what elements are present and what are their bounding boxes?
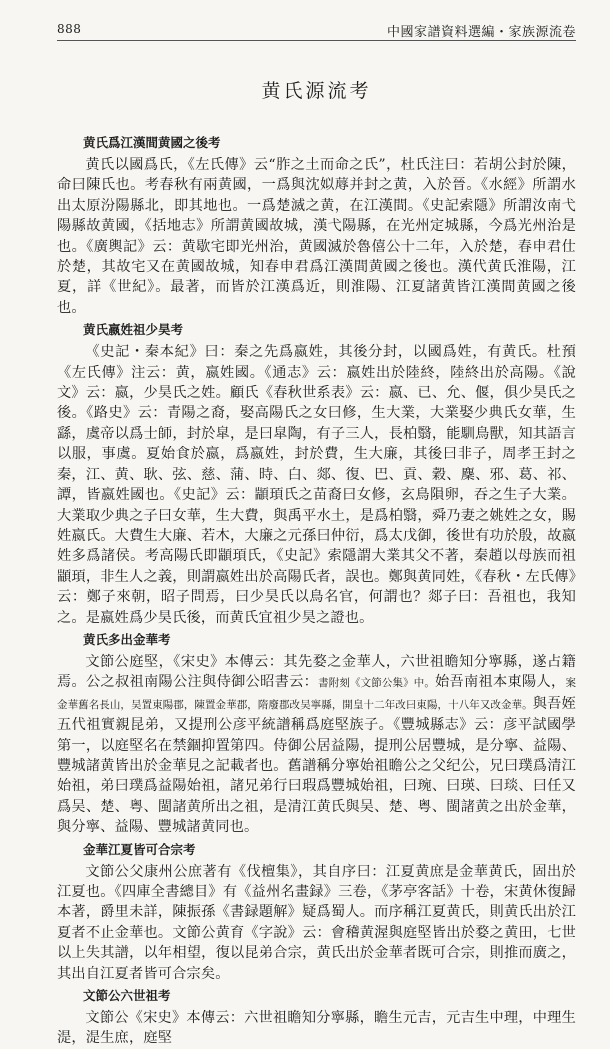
section-heading: 金華江夏皆可合宗考 [83,841,196,857]
page-number: 888 [57,22,82,36]
inline-note: 書附刻《文節公集》中。 [318,677,435,690]
section-paragraph [57,652,576,838]
section-jinhua-jiangxia [57,840,576,984]
section-paragraph: 文節公父康州公庶著有《伐檀集》，其自序曰：江夏黄庶是金華黄氏，固出於江夏也。《四庫全書總目》有《益州名畫録》三卷，《茅亭客話》十卷，宋黄休復歸本著，爵里未詳，陳振孫《書録題解》疑爲蜀人。而序稱江夏黄氏，則黄氏出於江夏者不止金華也。文節公黄育《字說》云：會稽黄渥與庭堅皆出於婺之黄田，七世以上失其譜，以年相望，復以昆弟合宗，黄氏出於金華者既可合宗，則推而廣之，其出自江夏者皆可合宗矣。 [57,863,576,982]
section-jinhua-origin [57,630,576,838]
running-header [57,0,576,41]
inline-note: 案金華舊名長山，吴置東陽郡，陳置金華郡，隋廢郡改吴寧縣，開皇十二年改曰東陽，十八年又改金華。 [57,677,576,711]
section-ying-surname [57,320,576,628]
section-paragraph: 《史記・秦本紀》曰：秦之先爲嬴姓，其後分封，以國爲姓，有黄氏。杜預《左氏傳》注云：黄，嬴姓國。《通志》云：嬴姓出於陸終，陸終出於高陽。《說文》云：嬴，少昊氏之姓。顧氏《春秋世系表》云：嬴、已、允、偃，俱少昊氏之後。《路史》云：青陽之裔，娶高陽氏之女曰修，生大業，大業娶少典氏女華，生繇，虞帝以爲士師，封於皐，是曰皐陶，有子三人，長柏翳，能馴鳥獸，知其語言以服，事虞。夏始食於嬴，爲嬴姓，封於費，生大廉，其後曰非子，周孝王封之秦，江、黄、耿、弦、慈、蒲、時、白、郯、復、巴、貢、穀、麇、邪、葛、祁、譚，皆嬴姓國也。《史記》云：顓頊氏之苗裔曰女修，玄鳥隕卵，吞之生子大業。大業取少典之子曰女華，生大費，與禹平水土，是爲柏翳，舜乃妻之姚姓之女，賜姓嬴氏。大費生大廉、若木，大廉之元孫曰仲衍，爲太戊御，後世有功於殷，故嬴姓多爲諸侯。考高陽氏即顓頊氏，《史記》索隱謂大業其父不著，秦趙以母族而祖顓頊，非生人之義，則謂嬴姓出於高陽氏者，誤也。鄭與黄同姓，《春秋・左氏傳》云：鄭子來朝，昭子問焉，曰少昊氏以鳥名官，何謂也？郯子曰：吾祖也，我知之。是嬴姓爲少昊氏後，而黄氏宜祖少昊之證也。 [57,344,576,626]
paragraph-text: 與吾姪五代祖實親昆弟，又提刑公彦平統譜稱爲庭堅族子。《豐城縣志》云：彦平試國學第一，以庭堅名在禁錮抑置第四。侍御公居益陽，提刑公居豐城，是分寧、益陽、豐城諸黄皆出於金華見之記載者也。舊譜稱分寧始祖瞻公之父纪公，兄曰璞爲清江始祖，弟曰璞爲益陽始祖，諸兄弟行曰瑕爲豐城始祖，曰琬、曰瑛、曰琰、曰任又爲吴、楚、粤、閩諸黄所出之祖，是清江黄氏與吴、楚、粤、閩諸黄之出於金華，與分寧、益陽、豐城諸黄同也。 [57,695,576,836]
section-paragraph: 文節公《宋史》本傳云：六世祖瞻知分寧縣，瞻生元吉，元吉生中理，中理生湜，湜生庶，庭堅 [57,1010,576,1047]
section-heading: 黄氏多出金華考 [83,631,171,647]
section-huang-state [57,133,576,318]
section-heading: 黄氏嬴姓祖少昊考 [83,322,184,338]
paragraph-text: 江夏，詳《世紀》。最著，而皆於江漢爲近，則淮陽、江夏諸黄皆江漢間黄國之後也。 [57,259,576,316]
section-paragraph [57,155,576,318]
chapter-title: 黄氏源流考 [261,80,372,102]
section-heading: 黄氏爲江漢間黄國之後考 [83,135,221,150]
section-heading: 文節公六世祖考 [83,988,171,1004]
paragraph-text: 始吾南祖本東陽人， [434,674,566,691]
paragraph-text: 黄氏以國爲氏，《左氏傳》云“胙之土而命之氏”，杜氏注曰：若胡公封於陳，命曰陳氏也。考春秋有兩黄國，一爲與沈姒蓐并封之黄，入於晉。《水經》所謂水出太原汾陽縣北，即其地也。一爲楚滅之黄，在江漢間。《史記索隱》所謂汝南弋陽縣故黄國，《括地志》所謂黄國故城，漢弋陽縣，在光州定城縣，今爲光州治是也。《廣輿記》云：黄歇宅即光州治，黄國滅於魯僖公十二年，入於楚，春申君仕於楚，其故宅又在黄國故城，知春申君爲江漢間黄國之後也。漢代黄氏淮陽， [57,157,576,276]
book-title: 中國家譜資料選編・家族源流卷 [386,25,576,40]
section-wenjie-ancestor [57,986,576,1049]
paragraph-text: 文節公庭堅，《宋史》本傳云：其先婺之金華人，六世祖瞻知分寧縣，遂占籍焉。公之叔祖南陽公注與侍御公昭書云： [57,653,576,691]
